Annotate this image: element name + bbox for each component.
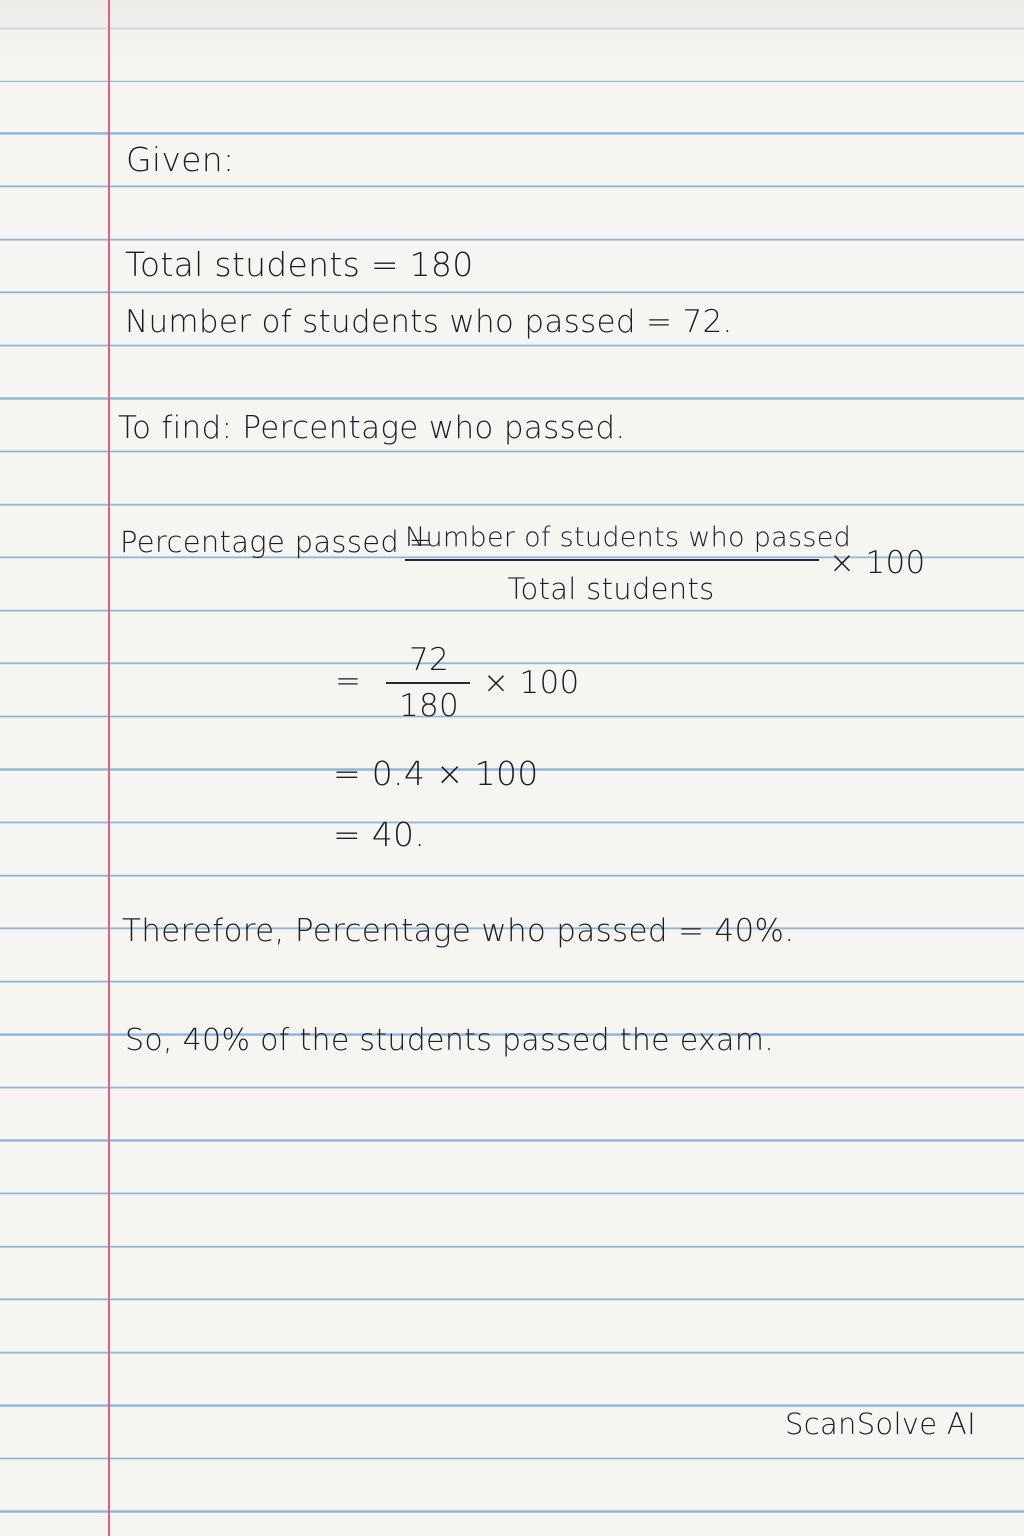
to-find-line: To find: Percentage who passed.	[118, 410, 626, 446]
step1-numerator: 72	[408, 642, 450, 678]
conclusion-line: So, 40% of the students passed the exam.	[125, 1023, 775, 1058]
formula-multiplier: × 100	[829, 545, 926, 581]
step1-equals: =	[335, 663, 362, 699]
step3-line: = 40.	[333, 815, 426, 854]
margin-line	[108, 0, 110, 1536]
formula-numerator: Number of students who passed	[405, 522, 852, 553]
total-students-line: Total students = 180	[125, 245, 474, 284]
formula-lhs: Percentage passed =	[120, 525, 434, 559]
formula-fraction-bar	[405, 559, 819, 561]
watermark-text: ScanSolve AI	[785, 1407, 976, 1441]
step1-fraction-bar	[386, 682, 470, 684]
formula-denominator: Total students	[507, 572, 715, 606]
step1-denominator: 180	[398, 688, 460, 724]
result-line: Therefore, Percentage who passed = 40%.	[122, 913, 795, 949]
passed-students-line: Number of students who passed = 72.	[125, 304, 733, 340]
step1-multiplier: × 100	[483, 665, 580, 701]
page-top-shadow	[0, 0, 1024, 70]
given-heading: Given:	[126, 140, 235, 179]
step2-line: = 0.4 × 100	[333, 754, 539, 793]
